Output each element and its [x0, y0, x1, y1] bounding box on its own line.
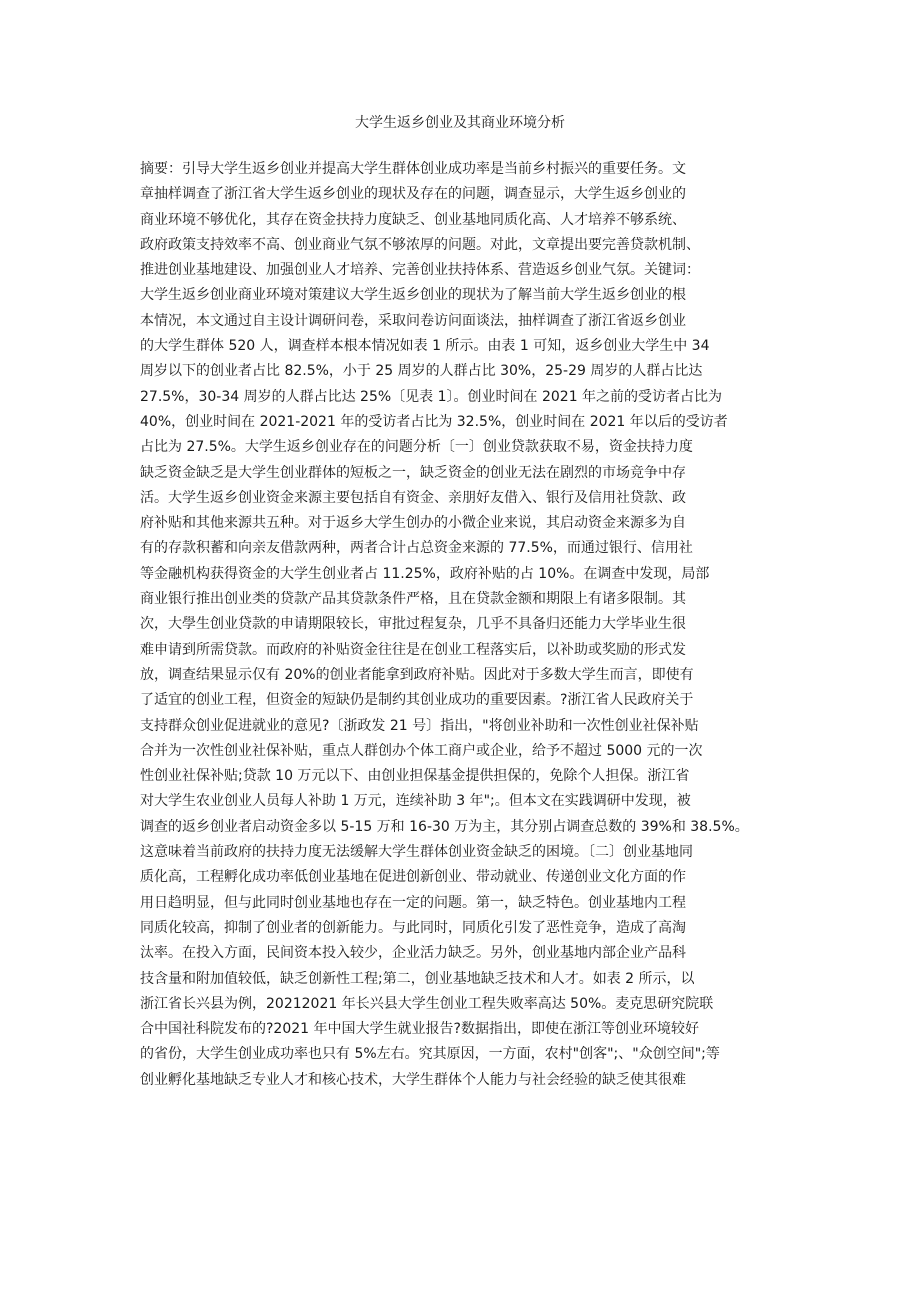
body-text-line: 府补贴和其他来源共五种。对于返乡大学生创办的小微企业来说，其启动资金来源多为自	[140, 515, 686, 532]
body-text-line: 难申请到所需贷款。而政府的补贴资金往往是在创业工程落实后，以补助或奖励的形式发	[140, 641, 686, 658]
body-text-line: 的大学生群体 520 人，调查样本根本情况如表 1 所示。由表 1 可知，返乡创业大学生中 34	[140, 338, 710, 355]
body-text-line: 缺乏资金缺乏是大学生创业群体的短板之一，缺乏资金的创业无法在剧烈的市场竞争中存	[140, 464, 686, 481]
body-text-line: 大学生返乡创业商业环境对策建议大学生返乡创业的现状为了解当前大学生返乡创业的根	[140, 287, 686, 304]
body-text-line: 同质化较高，抑制了创业者的创新能力。与此同时，同质化引发了恶性竞争，造成了高淘	[140, 919, 686, 936]
body-text-line: 这意味着当前政府的扶持力度无法缓解大学生群体创业资金缺乏的困境。〔二〕创业基地同	[140, 844, 693, 861]
body-text-line: 27.5%，30-34 周岁的人群占比达 25%〔见表 1〕。创业时间在 2021 年之前的受访者占比为	[140, 388, 723, 405]
body-text-line: 40%，创业时间在 2021-2021 年的受访者占比为 32.5%，创业时间在 2021 年以后的受访者	[140, 413, 728, 430]
body-text-line: 章抽样调查了浙江省大学生返乡创业的现状及存在的问题，调查显示，大学生返乡创业的	[140, 186, 686, 203]
body-text-line: 占比为 27.5%。大学生返乡创业存在的问题分析〔一〕创业贷款获取不易，资金扶持力度	[140, 439, 693, 456]
body-text-line: 性创业社保补贴;贷款 10 万元以下、由创业担保基金提供担保的，免除个人担保。浙江省	[140, 768, 690, 785]
body-text-line: 浙江省长兴县为例，20212021 年长兴县大学生创业工程失败率高达 50%。麦克思研究院联	[140, 995, 714, 1012]
body-text-line: 调查的返乡创业者启动资金多以 5-15 万和 16-30 万为主，其分别占调查总数的 39%和 38.5%。	[140, 818, 749, 835]
body-text-line: 对大学生农业创业人员每人补助 1 万元，连续补助 3 年";。但本文在实践调研中发现，被	[140, 793, 691, 810]
body-text-line: 了适宜的创业工程，但资金的短缺仍是制约其创业成功的重要因素。?浙江省人民政府关于	[140, 692, 694, 709]
body-text-line: 周岁以下的创业者占比 82.5%，小于 25 周岁的人群占比 30%，25-29 周岁的人群占比达	[140, 363, 703, 380]
body-text-line: 有的存款积蓄和向亲友借款两种，两者合计占总资金来源的 77.5%，而通过银行、信用社	[140, 540, 693, 557]
body-text-line: 支持群众创业促进就业的意见?〔浙政发 21 号〕指出，"将创业补助和一次性创业社保补贴	[140, 717, 699, 734]
body-text-line: 放，调查结果显示仅有 20%的创业者能拿到政府补贴。因此对于多数大学生而言，即使有	[140, 666, 694, 683]
body-text-line: 技含量和附加值较低，缺乏创新性工程;第二，创业基地缺乏技术和人才。如表 2 所示，以	[140, 970, 695, 987]
body-text-line: 商业银行推出创业类的贷款产品其贷款条件严格，且在贷款金额和期限上有诸多限制。其	[140, 591, 686, 608]
body-text-line: 创业孵化基地缺乏专业人才和核心技术，大学生群体个人能力与社会经验的缺乏使其很难	[140, 1071, 686, 1088]
document-body	[140, 157, 830, 1093]
body-text-line: 用日趋明显，但与此同时创业基地也存在一定的问题。第一，缺乏特色。创业基地内工程	[140, 894, 686, 911]
body-text-line: 政府政策支持效率不高、创业商业气氛不够浓厚的问题。对此，文章提出要完善贷款机制、	[140, 236, 700, 253]
body-text-line: 等金融机构获得资金的大学生创业者占 11.25%，政府补贴的占 10%。在调查中发现，局部	[140, 565, 710, 582]
body-text-line: 合中国社科院发布的?2021 年中国大学生就业报告?数据指出，即使在浙江等创业环境较好	[140, 1021, 699, 1038]
body-text-line: 商业环境不够优化，其存在资金扶持力度缺乏、创业基地同质化高、人才培养不够系统、	[140, 211, 686, 228]
body-text-line: 摘要：引导大学生返乡创业并提高大学生群体创业成功率是当前乡村振兴的重要任务。文	[140, 161, 686, 177]
body-text-line: 合并为一次性创业社保补贴，重点人群创办个体工商户或企业，给予不超过 5000 元的一次	[140, 742, 703, 759]
body-text-line: 质化高，工程孵化成功率低创业基地在促进创新创业、带动就业、传递创业文化方面的作	[140, 869, 686, 886]
body-text-line: 本情况，本文通过自主设计调研问卷，采取问卷访问面谈法，抽样调查了浙江省返乡创业	[140, 312, 686, 329]
body-text-line: 活。大学生返乡创业资金来源主要包括自有资金、亲朋好友借入、银行及信用社贷款、政	[140, 489, 686, 506]
body-text-line: 推进创业基地建设、加强创业人才培养、完善创业扶持体系、营造返乡创业气氛。关键词：	[140, 262, 700, 279]
body-text-line: 的省份，大学生创业成功率也只有 5%左右。究其原因，一方面，农村"创客";、"众创空间";等	[140, 1046, 720, 1063]
document-title: 大学生返乡创业及其商业环境分析	[355, 115, 565, 131]
body-text-line: 次，大學生创业贷款的申请期限较长，审批过程复杂，几乎不具备归还能力大学毕业生很	[140, 616, 686, 633]
body-text-line: 汰率。在投入方面，民间资本投入较少，企业活力缺乏。另外，创业基地内部企业产品科	[140, 945, 686, 962]
